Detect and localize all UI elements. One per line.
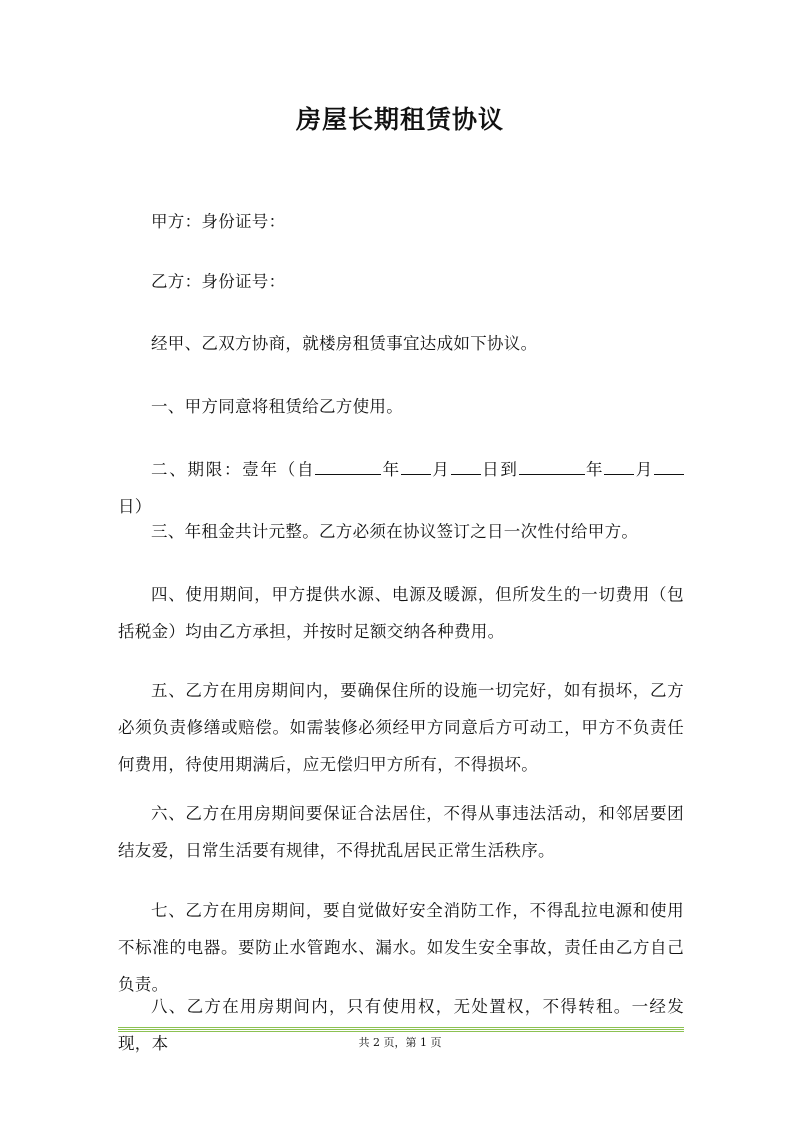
- footer-divider: [118, 1027, 684, 1032]
- clause-2-prefix: 二、期限：壹年（自: [151, 460, 316, 479]
- clause-2-day-to: 日到: [480, 460, 519, 479]
- clause-4: 四、使用期间，甲方提供水源、电源及暖源，但所发生的一切费用（包括税金）均由乙方承担，并按时足额交纳各种费用。: [118, 585, 684, 641]
- clause-8: 八、乙方在用房期间内，只有使用权，无处置权，不得转租。一经发现，本: [118, 997, 684, 1053]
- blank-end-day: [654, 460, 684, 475]
- document-title: 房屋长期租赁协议: [295, 105, 504, 134]
- party-b-line: 乙方：身份证号：: [151, 272, 286, 291]
- clause-1: 一、甲方同意将租赁给乙方使用。: [151, 397, 403, 416]
- blank-start-month: [401, 460, 431, 475]
- clause-2-year2: 年: [584, 460, 605, 479]
- clause-7: 七、乙方在用房期间，要自觉做好安全消防工作，不得乱拉电源和使用不标准的电器。要防止水管跑水、漏水。如发生安全事故，责任由乙方自己负责。: [118, 901, 684, 994]
- blank-start-day: [451, 460, 481, 475]
- blank-end-month: [604, 460, 634, 475]
- clause-3: 三、年租金共计元整。乙方必须在协议签订之日一次性付给甲方。: [151, 522, 639, 541]
- clause-2-year1: 年: [381, 460, 401, 479]
- blank-end-year: [519, 460, 585, 475]
- clause-6: 六、乙方在用房期间要保证合法居住，不得从事违法活动，和邻居要团结友爱，日常生活要有规律，不得扰乱居民正常生活秩序。: [118, 804, 684, 860]
- intro-paragraph: 经甲、乙双方协商，就楼房租赁事宜达成如下协议。: [151, 334, 538, 353]
- party-a-line: 甲方：身份证号：: [151, 212, 286, 231]
- blank-start-year: [315, 460, 381, 475]
- clause-5: 五、乙方在用房期间内，要确保住所的设施一切完好，如有损坏，乙方必须负责修缮或赔偿。如需装修必须经甲方同意后方可动工，甲方不负责任何费用，待使用期满后，应无偿归甲方所有，不得损坏。: [118, 681, 684, 774]
- clause-2-month1: 月: [430, 460, 451, 479]
- clause-2-month2: 月: [634, 460, 654, 479]
- clause-2-day-end: 日）: [118, 497, 152, 516]
- page-number: 共 2 页，第 1 页: [358, 1036, 442, 1049]
